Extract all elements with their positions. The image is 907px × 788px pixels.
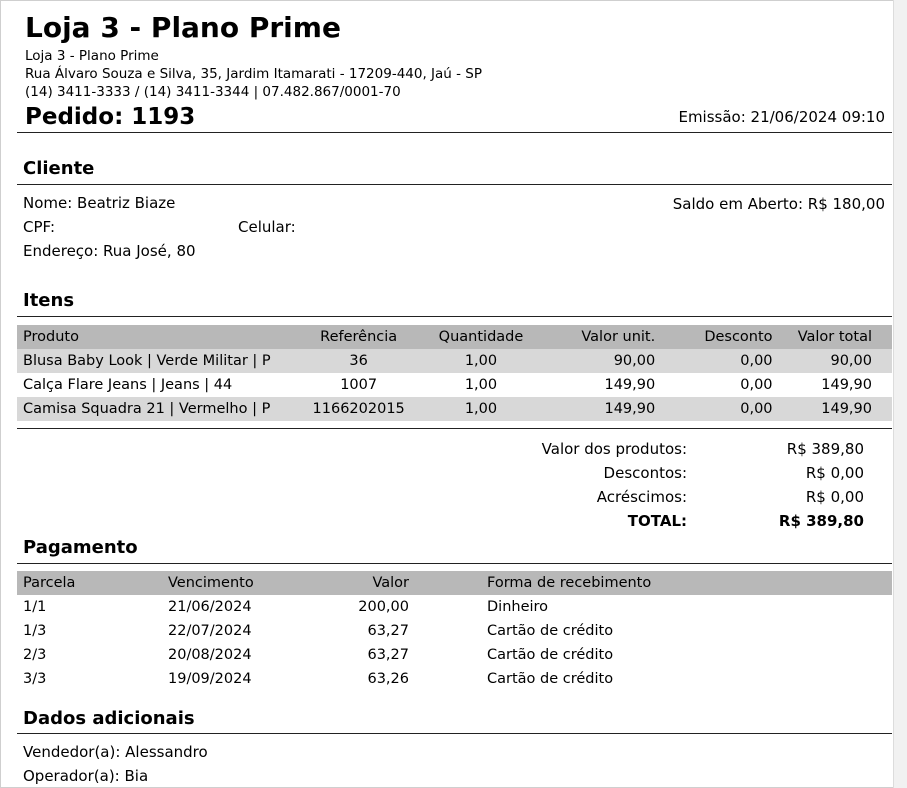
cell-unit-price: 149,90	[604, 401, 656, 417]
grand-total-value: R$ 389,80	[778, 512, 864, 530]
client-divider	[17, 184, 892, 185]
cell-payment-method: Cartão de crédito	[487, 647, 614, 663]
cell-total: 90,00	[830, 353, 872, 369]
cell-due-date: 19/09/2024	[168, 671, 252, 687]
client-balance: Saldo em Aberto: R$ 180,00	[672, 195, 885, 213]
table-row	[17, 373, 892, 397]
cell-amount: 63,26	[367, 671, 409, 687]
cell-due-date: 20/08/2024	[168, 647, 252, 663]
col-header-total: Valor total	[797, 329, 872, 345]
col-header-discount: Desconto	[704, 329, 773, 345]
table-row	[17, 397, 892, 421]
cell-unit-price: 149,90	[604, 377, 656, 393]
additions-value: R$ 0,00	[805, 488, 864, 506]
cell-due-date: 22/07/2024	[168, 623, 252, 639]
table-row	[17, 595, 892, 619]
table-row	[17, 349, 892, 373]
items-bottom-divider	[17, 428, 892, 429]
items-section-title: Itens	[23, 290, 75, 311]
cell-reference: 1007	[340, 377, 378, 393]
cell-product: Calça Flare Jeans | Jeans | 44	[23, 377, 233, 393]
cell-discount: 0,00	[740, 401, 773, 417]
col-header-reference: Referência	[320, 329, 398, 345]
additions-label: Acréscimos:	[596, 488, 687, 506]
col-header-amount: Valor	[372, 575, 409, 591]
cell-due-date: 21/06/2024	[168, 599, 252, 615]
payment-section-title: Pagamento	[23, 537, 138, 558]
table-row	[17, 667, 892, 691]
cell-total: 149,90	[821, 377, 872, 393]
payment-header-row	[17, 571, 892, 595]
vertical-scrollbar[interactable]	[893, 0, 907, 788]
cell-amount: 200,00	[358, 599, 409, 615]
cell-reference: 1166202015	[312, 401, 405, 417]
col-header-product: Produto	[23, 329, 79, 345]
client-name: Nome: Beatriz Biaze	[23, 194, 176, 212]
cell-total: 149,90	[821, 401, 872, 417]
cell-amount: 63,27	[367, 647, 409, 663]
cell-unit-price: 90,00	[613, 353, 656, 369]
store-subtitle: Loja 3 - Plano Prime	[25, 48, 159, 64]
cell-payment-method: Cartão de crédito	[487, 623, 614, 639]
table-row	[17, 619, 892, 643]
operator-name: Operador(a): Bia	[23, 767, 149, 785]
store-contacts: (14) 3411-3333 / (14) 3411-3344 | 07.482.867/0001-70	[25, 84, 401, 100]
cell-reference: 36	[349, 353, 368, 369]
client-cpf-label: CPF:	[23, 218, 56, 236]
additional-divider	[17, 733, 892, 734]
discounts-label: Descontos:	[603, 464, 687, 482]
store-address: Rua Álvaro Souza e Silva, 35, Jardim Itamarati - 17209-440, Jaú - SP	[25, 66, 483, 82]
cell-quantity: 1,00	[464, 353, 498, 369]
store-title: Loja 3 - Plano Prime	[25, 11, 341, 44]
cell-payment-method: Dinheiro	[487, 599, 549, 615]
cell-installment: 1/3	[23, 623, 47, 639]
col-header-payment-method: Forma de recebimento	[487, 575, 652, 591]
cell-discount: 0,00	[740, 377, 773, 393]
products-total-value: R$ 389,80	[786, 440, 864, 458]
products-total-label: Valor dos produtos:	[541, 440, 687, 458]
additional-section-title: Dados adicionais	[23, 708, 195, 729]
seller-name: Vendedor(a): Alessandro	[23, 743, 208, 761]
table-row	[17, 643, 892, 667]
cell-quantity: 1,00	[464, 377, 498, 393]
cell-amount: 63,27	[367, 623, 409, 639]
client-section-title: Cliente	[23, 158, 95, 179]
col-header-unit-price: Valor unit.	[581, 329, 656, 345]
col-header-quantity: Quantidade	[438, 329, 524, 345]
items-header-row	[17, 325, 892, 349]
grand-total-label: TOTAL:	[627, 512, 687, 530]
items-divider	[17, 316, 892, 317]
payment-divider	[17, 563, 892, 564]
header-divider	[17, 132, 892, 133]
cell-installment: 2/3	[23, 647, 47, 663]
cell-payment-method: Cartão de crédito	[487, 671, 614, 687]
cell-product: Camisa Squadra 21 | Vermelho | P	[23, 401, 271, 417]
cell-installment: 3/3	[23, 671, 47, 687]
cell-quantity: 1,00	[464, 401, 498, 417]
items-table	[17, 325, 892, 421]
payment-table	[17, 571, 892, 691]
cell-installment: 1/1	[23, 599, 47, 615]
cell-discount: 0,00	[740, 353, 773, 369]
col-header-due-date: Vencimento	[168, 575, 254, 591]
cell-product: Blusa Baby Look | Verde Militar | P	[23, 353, 271, 369]
order-title: Pedido: 1193	[25, 104, 196, 130]
client-phone-label: Celular:	[238, 218, 296, 236]
emission-date: Emissão: 21/06/2024 09:10	[678, 108, 885, 126]
col-header-installment: Parcela	[23, 575, 76, 591]
client-address: Endereço: Rua José, 80	[23, 242, 196, 260]
discounts-value: R$ 0,00	[805, 464, 864, 482]
